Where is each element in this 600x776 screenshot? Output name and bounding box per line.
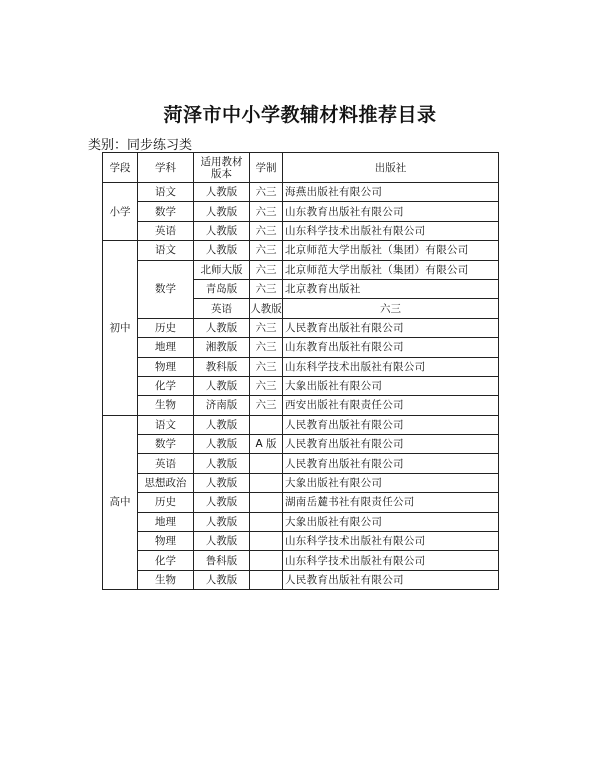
table-header [103,153,499,183]
table-row [103,376,499,395]
table-row [103,338,499,357]
edition-cell: 湘教版 [194,338,250,357]
edition-cell: 人教版 [194,202,250,221]
publisher-cell: 北京师范大学出版社（集团）有限公司 [283,241,499,260]
system-cell: 六三 [250,279,283,298]
edition-cell: 人教版 [194,183,250,202]
system-cell: A 版 [250,435,283,454]
edition-cell: 人教版 [194,376,250,395]
publisher-cell: 海燕出版社有限公司 [283,183,499,202]
table-row [103,260,499,279]
publisher-cell: 山东科学技术出版社有限公司 [283,221,499,240]
catalog-table [102,152,499,590]
edition-cell: 人教版 [194,512,250,531]
category-label: 类别：同步练习类 [88,138,193,153]
subject-cell: 英语 [138,221,194,240]
subject-cell: 物理 [138,357,194,376]
system-cell [250,454,283,473]
edition-cell: 人教版 [194,473,250,492]
system-cell [250,415,283,434]
table-row [103,396,499,415]
table-row [103,183,499,202]
header-row [103,153,499,183]
subject-cell: 数学 [138,202,194,221]
table-row [103,551,499,570]
publisher-cell: 人民教育出版社有限公司 [283,435,499,454]
subject-cell: 地理 [138,512,194,531]
edition-cell: 济南版 [194,396,250,415]
publisher-cell: 人民教育出版社有限公司 [283,570,499,589]
publisher-cell: 山东科学技术出版社有限公司 [283,357,499,376]
header-system: 学制 [250,153,283,183]
table-row [103,532,499,551]
subject-cell: 语文 [138,183,194,202]
subject-cell: 历史 [138,493,194,512]
publisher-cell: 西安出版社有限责任公司 [283,396,499,415]
header-publisher: 出版社 [283,153,499,183]
system-cell: 六三 [283,299,499,318]
edition-cell: 人教版 [194,454,250,473]
system-cell [250,570,283,589]
header-subject: 学科 [138,153,194,183]
edition-cell: 人教版 [194,415,250,434]
subject-cell: 化学 [138,376,194,395]
publisher-cell: 大象出版社有限公司 [283,473,499,492]
header-edition-line1: 适用教材 [200,155,243,168]
table-row [103,454,499,473]
edition-cell: 鲁科版 [194,551,250,570]
system-cell: 六三 [250,376,283,395]
edition-cell: 人教版 [194,221,250,240]
table-row [103,415,499,434]
subject-cell: 地理 [138,338,194,357]
publisher-cell: 大象出版社有限公司 [283,512,499,531]
publisher-cell: 人民教育出版社有限公司 [283,454,499,473]
edition-cell: 人教版 [194,493,250,512]
system-cell [250,493,283,512]
system-cell [250,532,283,551]
stage-cell: 小学 [103,183,138,241]
header-edition-line2: 版本 [211,167,232,180]
subject-cell: 生物 [138,570,194,589]
subject-cell: 思想政治 [138,473,194,492]
system-cell: 六三 [250,338,283,357]
subject-cell: 历史 [138,318,194,337]
edition-cell: 人教版 [194,570,250,589]
header-edition [194,153,250,183]
subject-cell: 生物 [138,396,194,415]
system-cell [250,551,283,570]
table-row [103,493,499,512]
publisher-cell: 人民教育出版社有限公司 [283,318,499,337]
publisher-cell: 北京教育出版社 [283,279,499,298]
publisher-cell: 湖南岳麓书社有限责任公司 [283,493,499,512]
system-cell: 六三 [250,202,283,221]
table-body [103,183,499,590]
publisher-cell: 山东教育出版社有限公司 [283,338,499,357]
system-cell: 六三 [250,396,283,415]
system-cell [250,473,283,492]
stage-cell: 高中 [103,415,138,590]
publisher-cell: 大象出版社有限公司 [283,376,499,395]
subject-cell: 语文 [138,241,194,260]
system-cell [250,512,283,531]
edition-cell: 北师大版 [194,260,250,279]
stage-cell: 初中 [103,241,138,416]
edition-cell: 人教版 [194,532,250,551]
subject-cell: 化学 [138,551,194,570]
subject-cell: 物理 [138,532,194,551]
edition-cell: 人教版 [250,299,283,318]
publisher-cell: 北京师范大学出版社（集团）有限公司 [283,260,499,279]
subject-cell: 英语 [194,299,250,318]
table-row [103,221,499,240]
table-row [103,202,499,221]
subject-cell: 语文 [138,415,194,434]
edition-cell: 人教版 [194,435,250,454]
table-row [103,473,499,492]
edition-cell: 教科版 [194,357,250,376]
publisher-cell: 山东科学技术出版社有限公司 [283,532,499,551]
subject-cell: 数学 [138,435,194,454]
edition-cell: 青岛版 [194,279,250,298]
subject-cell: 数学 [138,260,194,318]
edition-cell: 人教版 [194,318,250,337]
header-stage: 学段 [103,153,138,183]
system-cell: 六三 [250,241,283,260]
publisher-cell: 人民教育出版社有限公司 [283,415,499,434]
table-row [103,435,499,454]
publisher-cell: 山东教育出版社有限公司 [283,202,499,221]
table-row [103,318,499,337]
system-cell: 六三 [250,357,283,376]
system-cell: 六三 [250,260,283,279]
document-title: 菏泽市中小学教辅材料推荐目录 [163,104,437,126]
system-cell: 六三 [250,183,283,202]
table-row [103,512,499,531]
system-cell: 六三 [250,318,283,337]
system-cell: 六三 [250,221,283,240]
subject-cell: 英语 [138,454,194,473]
edition-cell: 人教版 [194,241,250,260]
publisher-cell: 山东科学技术出版社有限公司 [283,551,499,570]
table-row [103,570,499,589]
table-row [103,357,499,376]
table-row [103,241,499,260]
